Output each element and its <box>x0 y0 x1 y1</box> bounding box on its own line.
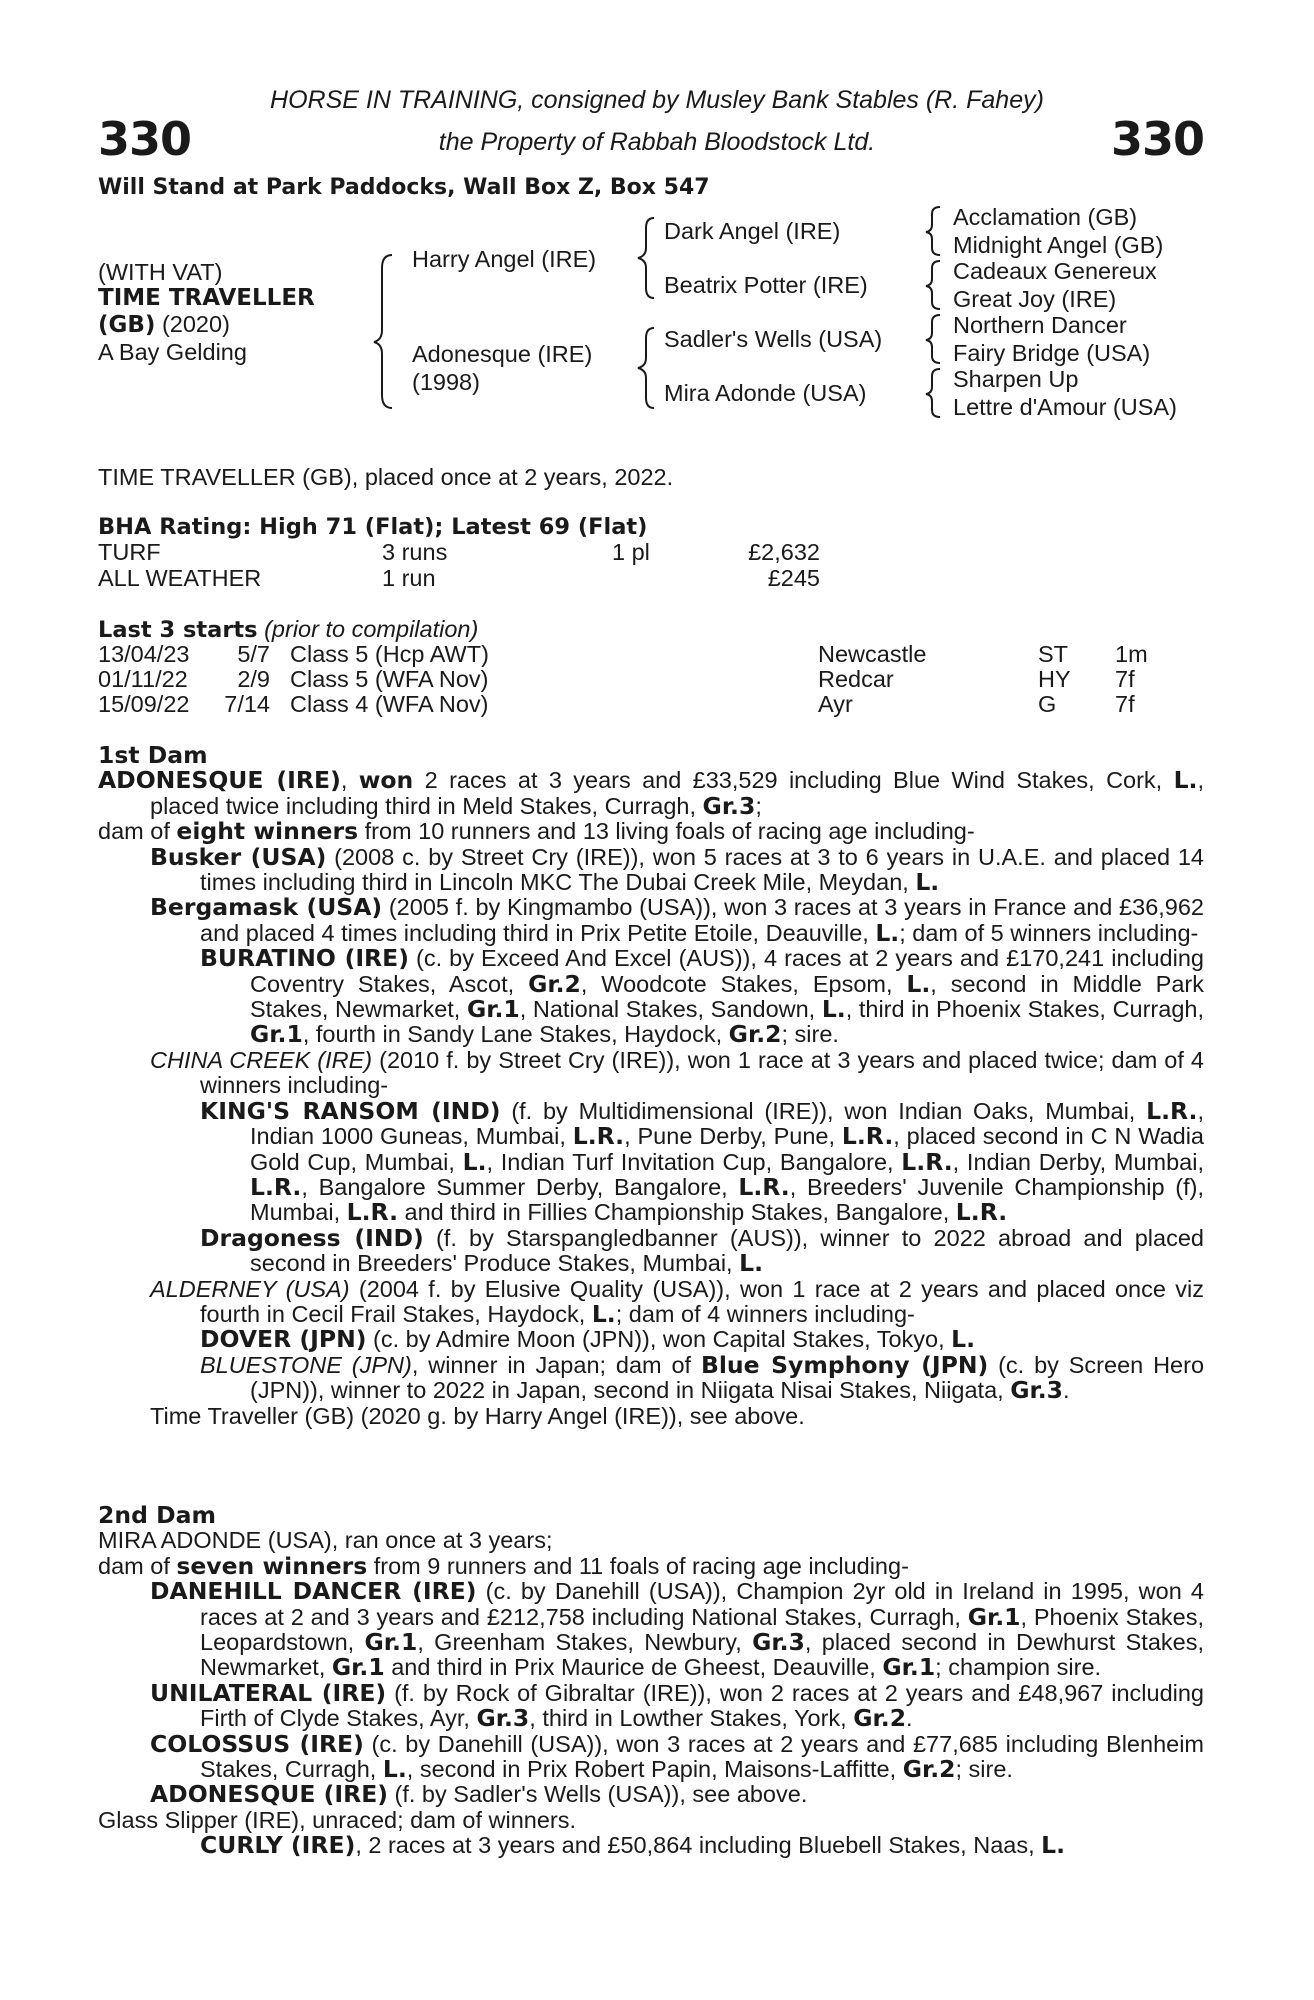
produce-unilateral: UNILATERAL (IRE) (f. by Rock of Gibraltar (IRE)), won 2 races at 2 years and £48,967 including Firth of Clyde Stakes, Ayr, Gr.3, third in Lowther Stakes, York, Gr.2. <box>150 1678 1204 1733</box>
start-3-course: Ayr <box>818 691 853 717</box>
produce-alderney: ALDERNEY (USA) (2004 f. by Elusive Quality (USA)), won 1 race at 2 years and placed once viz fourth in Cecil Frail Stakes, Haydock, L.; dam of 4 winners including- <box>150 1275 1204 1328</box>
brace-dd <box>926 369 940 417</box>
produce-adonesque: ADONESQUE (IRE) (f. by Sadler's Wells (USA)), see above. <box>150 1780 808 1809</box>
produce-curly: CURLY (IRE), 2 races at 3 years and £50,864 including Bluebell Stakes, Naas, L. <box>200 1831 1066 1860</box>
first-dam-record: ADONESQUE (IRE), won 2 races at 3 years and £33,529 including Blue Wind Stakes, Cork, L., placed twice including third in Meld Stakes, Curragh, Gr.3; <box>98 766 1204 820</box>
rating-turf-placed: 1 pl <box>612 539 650 565</box>
horse-name: TIME TRAVELLER <box>98 285 315 311</box>
pedigree-sds: Cadeaux Genereux <box>953 258 1157 284</box>
pedigree-dds: Sharpen Up <box>953 366 1079 392</box>
horse-sex: A Bay Gelding <box>98 339 247 365</box>
produce-bergamask: Bergamask (USA) (2005 f. by Kingmambo (USA)), won 3 races at 3 years in France and £36,962 and placed 4 times including third in Prix Petite Etoile, Deauville, L.; dam of 5 winners including- <box>150 893 1204 947</box>
produce-danehill-dancer: DANEHILL DANCER (IRE) (c. by Danehill (USA)), Champion 2yr old in Ireland in 1995, won 4 races at 2 and 3 years and £212,758 including National Stakes, Curragh, Gr.1, Phoenix Stakes, Leopardstown, Gr.1, Greenham Stakes, Newbury, Gr.3, placed second in Dewhurst Stakes, Newmarket, Gr.1 and third in Prix Maurice de Gheest, Deauville, Gr.1; champion sire. <box>150 1577 1205 1682</box>
start-2-race: Class 5 (WFA Nov) <box>290 666 489 692</box>
second-dam-section <box>98 1503 1204 1859</box>
brace-sire <box>638 218 654 298</box>
produce-bluestone: BLUESTONE (JPN), winner in Japan; dam of Blue Symphony (JPN) (c. by Screen Hero (JPN)), winner to 2022 in Japan, second in Niigata Nisai Stakes, Niigata, Gr.3. <box>200 1350 1205 1405</box>
pedigree-dam-sire: Sadler's Wells (USA) <box>664 326 883 352</box>
pedigree-sss: Acclamation (GB) <box>953 204 1138 230</box>
horse-origin: (GB) <box>98 312 156 338</box>
rating-turf-runs: 3 runs <box>382 539 448 565</box>
produce-colossus: COLOSSUS (IRE) (c. by Danehill (USA)), won 3 races at 2 years and £77,685 including Blenheim Stakes, Curragh, L., second in Prix Robert Papin, Maisons-Laffitte, Gr.2; sire. <box>150 1729 1205 1784</box>
start-2-dist: 7f <box>1115 666 1135 692</box>
pedigree-sire-sire: Dark Angel (IRE) <box>664 218 841 244</box>
start-2-pos: 2/9 <box>237 666 270 692</box>
pedigree-dsd: Fairy Bridge (USA) <box>953 340 1151 366</box>
first-dam-heading: 1st Dam <box>98 741 208 769</box>
produce-time-traveller: Time Traveller (GB) (2020 g. by Harry Angel (IRE)), see above. <box>150 1402 805 1429</box>
rating-turf-prize: £2,632 <box>748 539 820 565</box>
last-starts-heading: Last 3 starts <box>98 617 258 643</box>
rating-aw-runs: 1 run <box>382 565 436 591</box>
start-1-course: Newcastle <box>818 641 927 667</box>
start-3-going: G <box>1038 691 1057 717</box>
second-dam-heading: 2nd Dam <box>98 1501 216 1529</box>
pedigree-sire-dam: Beatrix Potter (IRE) <box>664 272 868 298</box>
pedigree-dam-dam: Mira Adonde (USA) <box>664 380 867 406</box>
vat-note: (WITH VAT) <box>98 259 223 285</box>
start-1-pos: 5/7 <box>237 641 270 667</box>
last-starts-note: (prior to compilation) <box>257 616 479 642</box>
rating-turf-surface: TURF <box>98 539 161 565</box>
start-3-race: Class 4 (WFA Nov) <box>290 691 489 717</box>
start-1-race: Class 5 (Hcp AWT) <box>290 641 489 667</box>
produce-busker: Busker (USA) (2008 c. by Street Cry (IRE)), won 5 races at 3 to 6 years in U.A.E. and placed 14 times including third in Lincoln MKC The Dubai Creek Mile, Meydan, L. <box>150 842 1205 897</box>
brace-sd <box>926 261 940 309</box>
produce-buratino: BURATINO (IRE) (c. by Exceed And Excel (AUS)), 4 races at 2 years and £170,241 including Coventry Stakes, Ascot, Gr.2, Woodcote Stakes, Epsom, L., second in Middle Park Stakes, Newmarket, Gr.1, National Stakes, Sandown, L., third in Phoenix Stakes, Curragh, Gr.1, fourth in Sandy Lane Stakes, Haydock, Gr.2; sire. <box>200 944 1204 1049</box>
produce-glass-slipper: Glass Slipper (IRE), unraced; dam of winners. <box>98 1806 577 1833</box>
pedigree-sdd: Great Joy (IRE) <box>953 286 1117 312</box>
pedigree-sire: Harry Angel (IRE) <box>412 246 597 272</box>
race-summary: TIME TRAVELLER (GB), placed once at 2 years, 2022. <box>98 464 674 490</box>
second-dam-record: MIRA ADONDE (USA), ran once at 3 years; <box>98 1527 553 1554</box>
start-1-date: 13/04/23 <box>98 641 190 667</box>
start-1-dist: 1m <box>1115 641 1148 667</box>
pedigree-ssd: Midnight Angel (GB) <box>953 232 1164 258</box>
start-1-going: ST <box>1038 641 1069 667</box>
bha-rating: BHA Rating: High 71 (Flat); Latest 69 (Flat) <box>98 514 648 540</box>
pedigree-dam: Adonesque (IRE) <box>412 341 593 367</box>
start-2-going: HY <box>1038 666 1071 692</box>
brace-ss <box>926 207 940 255</box>
produce-kings-ransom: KING'S RANSOM (IND) (f. by Multidimensional (IRE)), won Indian Oaks, Mumbai, L.R., Indian 1000 Guneas, Mumbai, L.R., Pune Derby, Pune, L.R., placed second in C N Wadia Gold Cup, Mumbai, L., Indian Turf Invitation Cup, Bangalore, L.R., Indian Derby, Mumbai, L.R., Bangalore Summer Derby, Bangalore, L.R., Breeders' Juvenile Championship (f), Mumbai, L.R. and third in Fillies Championship Stakes, Bangalore, L.R. <box>200 1096 1205 1227</box>
lot-number-right: 330 <box>1110 112 1204 166</box>
rating-aw-surface: ALL WEATHER <box>98 565 262 591</box>
pedigree-ddd: Lettre d'Amour (USA) <box>953 394 1177 420</box>
pedigree-dam-year: (1998) <box>412 369 480 395</box>
horse-year: (2020) <box>155 311 230 337</box>
start-3-date: 15/09/22 <box>98 691 190 717</box>
produce-dragoness: Dragoness (IND) (f. by Starspangledbanner (AUS)), winner to 2022 abroad and placed second in Breeders' Produce Stakes, Mumbai, L. <box>200 1223 1204 1278</box>
first-dam-produce: dam of eight winners from 10 runners and 13 living foals of racing age including- <box>98 817 975 846</box>
lot-number-left: 330 <box>98 112 192 166</box>
start-2-course: Redcar <box>818 666 894 692</box>
start-3-pos: 7/14 <box>224 691 270 717</box>
start-3-dist: 7f <box>1115 691 1135 717</box>
second-dam-produce: dam of seven winners from 9 runners and 11 foals of racing age including- <box>98 1551 909 1580</box>
first-dam-section <box>98 743 1204 1429</box>
brace-ds <box>926 315 940 363</box>
header-consignor: HORSE IN TRAINING, consigned by Musley Bank Stables (R. Fahey) <box>270 86 1044 114</box>
brace-main <box>374 255 392 408</box>
produce-dover: DOVER (JPN) (c. by Admire Moon (JPN)), won Capital Stakes, Tokyo, L. <box>200 1325 976 1354</box>
stand-location: Will Stand at Park Paddocks, Wall Box Z, Box 547 <box>98 175 710 200</box>
pedigree-dss: Northern Dancer <box>953 312 1127 338</box>
rating-aw-prize: £245 <box>767 565 820 591</box>
start-2-date: 01/11/22 <box>98 666 188 692</box>
brace-dam <box>638 328 654 408</box>
header-property: the Property of Rabbah Bloodstock Ltd. <box>438 128 876 156</box>
produce-china-creek: CHINA CREEK (IRE) (2010 f. by Street Cry (IRE)), won 1 race at 3 years and placed twice; dam of 4 winners including- <box>150 1046 1205 1099</box>
last-starts-title <box>98 616 478 644</box>
